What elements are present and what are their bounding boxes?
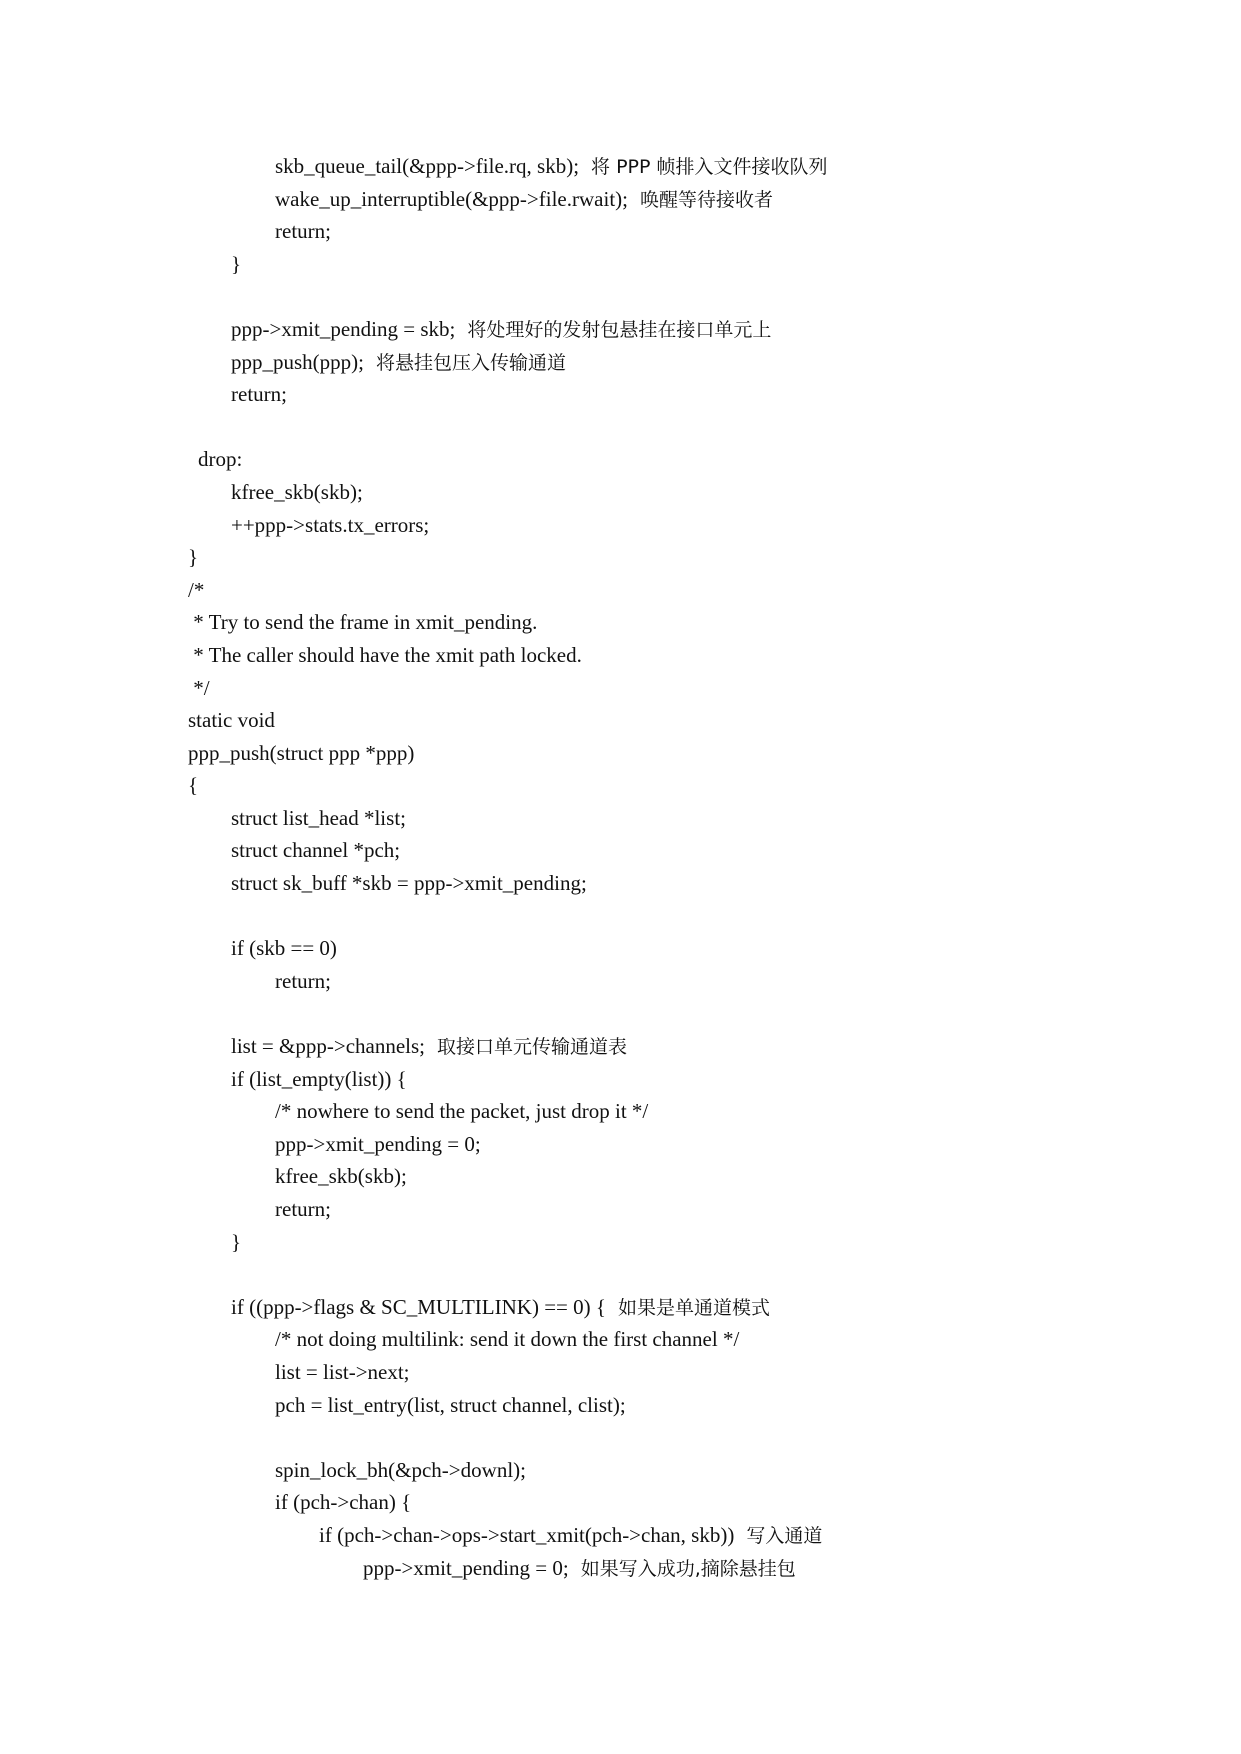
- code-text: ppp->xmit_pending = 0;: [363, 1555, 569, 1580]
- code-text: /* nowhere to send the packet, just drop it */: [275, 1099, 649, 1124]
- code-text: list = &ppp->channels;: [231, 1034, 425, 1059]
- chinese-annotation: 如果是单通道模式: [617, 1296, 770, 1319]
- code-text: */: [188, 675, 210, 700]
- chinese-annotation: 将处理好的发射包悬挂在接口单元上: [467, 318, 772, 341]
- code-text: struct list_head *list;: [231, 805, 406, 830]
- chinese-annotation: 将悬挂包压入传输通道: [376, 351, 567, 374]
- code-text: /* not doing multilink: send it down the first channel */: [275, 1327, 740, 1352]
- code-line: [188, 1323, 827, 1356]
- code-text: struct sk_buff *skb = ppp->xmit_pending;: [231, 871, 587, 896]
- code-text: if (skb == 0): [231, 936, 337, 961]
- code-line: [188, 639, 827, 672]
- code-line: [188, 834, 827, 867]
- code-line: [188, 313, 827, 346]
- code-line: [188, 867, 827, 900]
- code-text: pch = list_entry(list, struct channel, clist);: [275, 1392, 626, 1417]
- code-text: /*: [188, 577, 205, 602]
- code-text: drop:: [198, 447, 243, 472]
- code-line: [188, 443, 827, 476]
- chinese-annotation: 取接口单元传输通道表: [437, 1036, 628, 1059]
- code-line: [188, 900, 827, 933]
- code-line: [188, 1486, 827, 1519]
- code-line: [188, 248, 827, 281]
- code-line: [188, 1193, 827, 1226]
- code-line: [188, 769, 827, 802]
- code-text: static void: [188, 708, 275, 733]
- code-text: spin_lock_bh(&pch->downl);: [275, 1457, 526, 1482]
- code-line: [188, 1552, 827, 1585]
- code-line: [188, 1258, 827, 1291]
- code-line: [188, 1454, 827, 1487]
- code-line: [188, 541, 827, 574]
- code-line: [188, 183, 827, 216]
- code-line: [188, 1421, 827, 1454]
- code-line: [188, 411, 827, 444]
- code-line: [188, 1519, 827, 1552]
- chinese-annotation: 唤醒等待接收者: [639, 188, 773, 211]
- code-line: [188, 932, 827, 965]
- code-line: [188, 1160, 827, 1193]
- code-text: ppp->xmit_pending = 0;: [275, 1131, 481, 1156]
- code-line: [188, 280, 827, 313]
- code-line: [188, 1063, 827, 1096]
- code-line: [188, 997, 827, 1030]
- code-line: [188, 215, 827, 248]
- code-line: [188, 1030, 827, 1063]
- code-text: }: [231, 1229, 242, 1254]
- code-line: [188, 1389, 827, 1422]
- code-line: [188, 1226, 827, 1259]
- code-text: kfree_skb(skb);: [275, 1164, 407, 1189]
- code-text: return;: [231, 382, 287, 407]
- code-line: [188, 965, 827, 998]
- code-text: * The caller should have the xmit path locked.: [188, 642, 582, 667]
- code-text: return;: [275, 968, 331, 993]
- chinese-annotation: 如果写入成功,摘除悬挂包: [580, 1557, 796, 1580]
- code-line: [188, 346, 827, 379]
- code-line: [188, 150, 827, 183]
- code-line: [188, 378, 827, 411]
- chinese-annotation: 将 PPP 帧排入文件接收队列: [591, 156, 828, 178]
- code-text: list = list->next;: [275, 1359, 410, 1384]
- code-text: if ((ppp->flags & SC_MULTILINK) == 0) {: [231, 1294, 606, 1319]
- code-text: if (list_empty(list)) {: [231, 1066, 407, 1091]
- code-text: }: [188, 545, 199, 570]
- chinese-annotation: 写入通道: [746, 1524, 823, 1547]
- code-text: ++ppp->stats.tx_errors;: [231, 512, 430, 537]
- code-text: {: [188, 773, 199, 798]
- code-line: [188, 802, 827, 835]
- code-line: [188, 606, 827, 639]
- code-line: [188, 1356, 827, 1389]
- code-line: [188, 574, 827, 607]
- code-line: [188, 476, 827, 509]
- code-text: struct channel *pch;: [231, 838, 401, 863]
- code-text: return;: [275, 219, 331, 244]
- code-text: ppp_push(struct ppp *ppp): [188, 740, 415, 765]
- code-text: return;: [275, 1197, 331, 1221]
- code-line: [188, 737, 827, 770]
- code-line: [188, 509, 827, 542]
- code-text: kfree_skb(skb);: [231, 479, 363, 504]
- code-text: wake_up_interruptible(&ppp->file.rwait);: [275, 186, 628, 211]
- code-line: [188, 704, 827, 737]
- code-text: if (pch->chan) {: [275, 1490, 412, 1515]
- code-line: [188, 1291, 827, 1324]
- code-text: skb_queue_tail(&ppp->file.rq, skb);: [275, 154, 580, 178]
- code-listing: [188, 150, 827, 1584]
- code-text: }: [231, 251, 242, 276]
- code-text: if (pch->chan->ops->start_xmit(pch->chan, skb)): [319, 1522, 735, 1547]
- code-line: [188, 1095, 827, 1128]
- code-text: * Try to send the frame in xmit_pending.: [188, 610, 538, 635]
- code-text: ppp_push(ppp);: [231, 349, 364, 374]
- code-line: [188, 672, 827, 705]
- code-text: ppp->xmit_pending = skb;: [231, 316, 456, 341]
- code-line: [188, 1128, 827, 1161]
